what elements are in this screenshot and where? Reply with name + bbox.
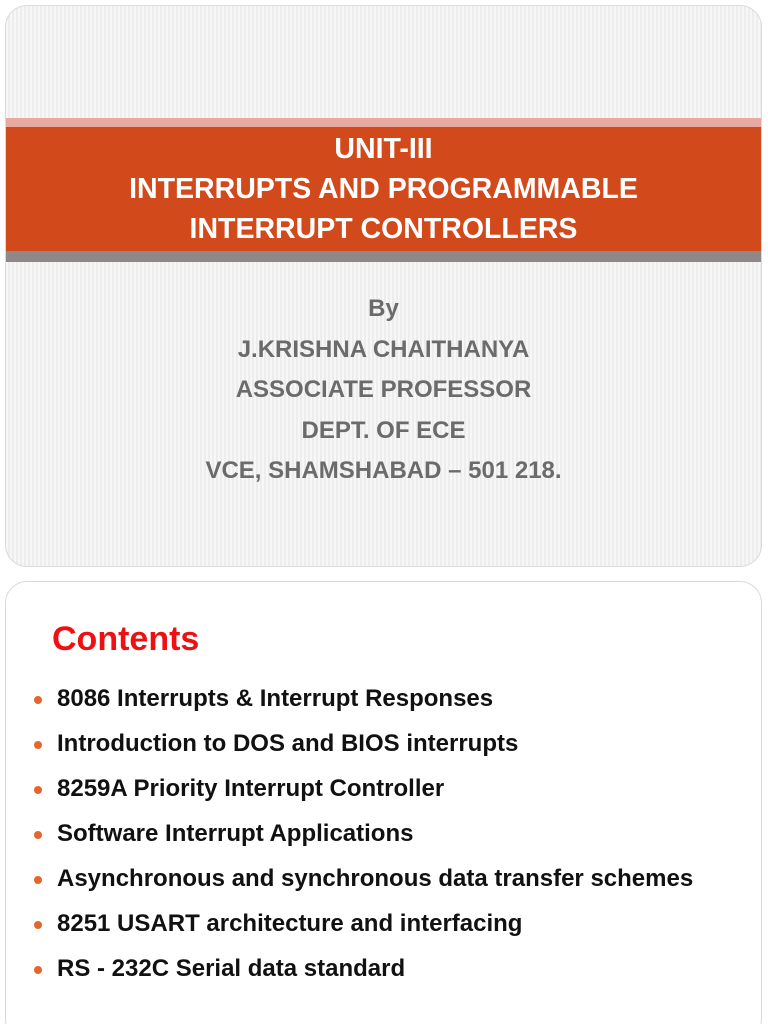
contents-list: [34, 680, 751, 995]
contents-slide: [5, 581, 762, 1024]
list-item: [34, 770, 751, 808]
bullet-icon: [34, 696, 42, 704]
list-item-text: RS - 232C Serial data standard: [57, 955, 406, 982]
title-band: [6, 127, 761, 251]
list-item-text: 8086 Interrupts & Interrupt Responses: [57, 685, 494, 712]
list-item-text: Software Interrupt Applications: [57, 820, 414, 847]
author-designation: ASSOCIATE PROFESSOR: [235, 376, 532, 403]
bullet-icon: [34, 786, 42, 794]
contents-heading: Contents: [52, 620, 200, 658]
list-item: [34, 815, 751, 853]
list-item: [34, 725, 751, 763]
title-slide: [5, 5, 762, 567]
topic-title-line-2: INTERRUPT CONTROLLERS: [189, 213, 578, 245]
list-item-text: 8259A Priority Interrupt Controller: [57, 775, 445, 802]
list-item-text: Asynchronous and synchronous data transfer schemes: [57, 865, 694, 892]
list-item: [34, 950, 751, 988]
bullet-icon: [34, 741, 42, 749]
bullet-icon: [34, 921, 42, 929]
author-by: By: [368, 295, 399, 322]
author-name: J.KRISHNA CHAITHANYA: [237, 335, 530, 363]
list-item: [34, 905, 751, 943]
pink-accent-strip: [6, 118, 761, 127]
bullet-icon: [34, 831, 42, 839]
author-block: [6, 289, 761, 492]
bullet-icon: [34, 966, 42, 974]
author-department: DEPT. OF ECE: [301, 416, 466, 444]
author-institution: VCE, SHAMSHABAD – 501 218.: [205, 457, 562, 484]
list-item: [34, 680, 751, 718]
unit-title: UNIT-III: [334, 133, 433, 165]
bullet-icon: [34, 876, 42, 884]
list-item-text: 8251 USART architecture and interfacing: [57, 910, 523, 937]
topic-title-line-1: INTERRUPTS AND PROGRAMMABLE: [129, 173, 638, 205]
gray-accent-strip: [6, 251, 761, 262]
list-item: [34, 860, 751, 898]
list-item-text: Introduction to DOS and BIOS interrupts: [57, 730, 519, 757]
